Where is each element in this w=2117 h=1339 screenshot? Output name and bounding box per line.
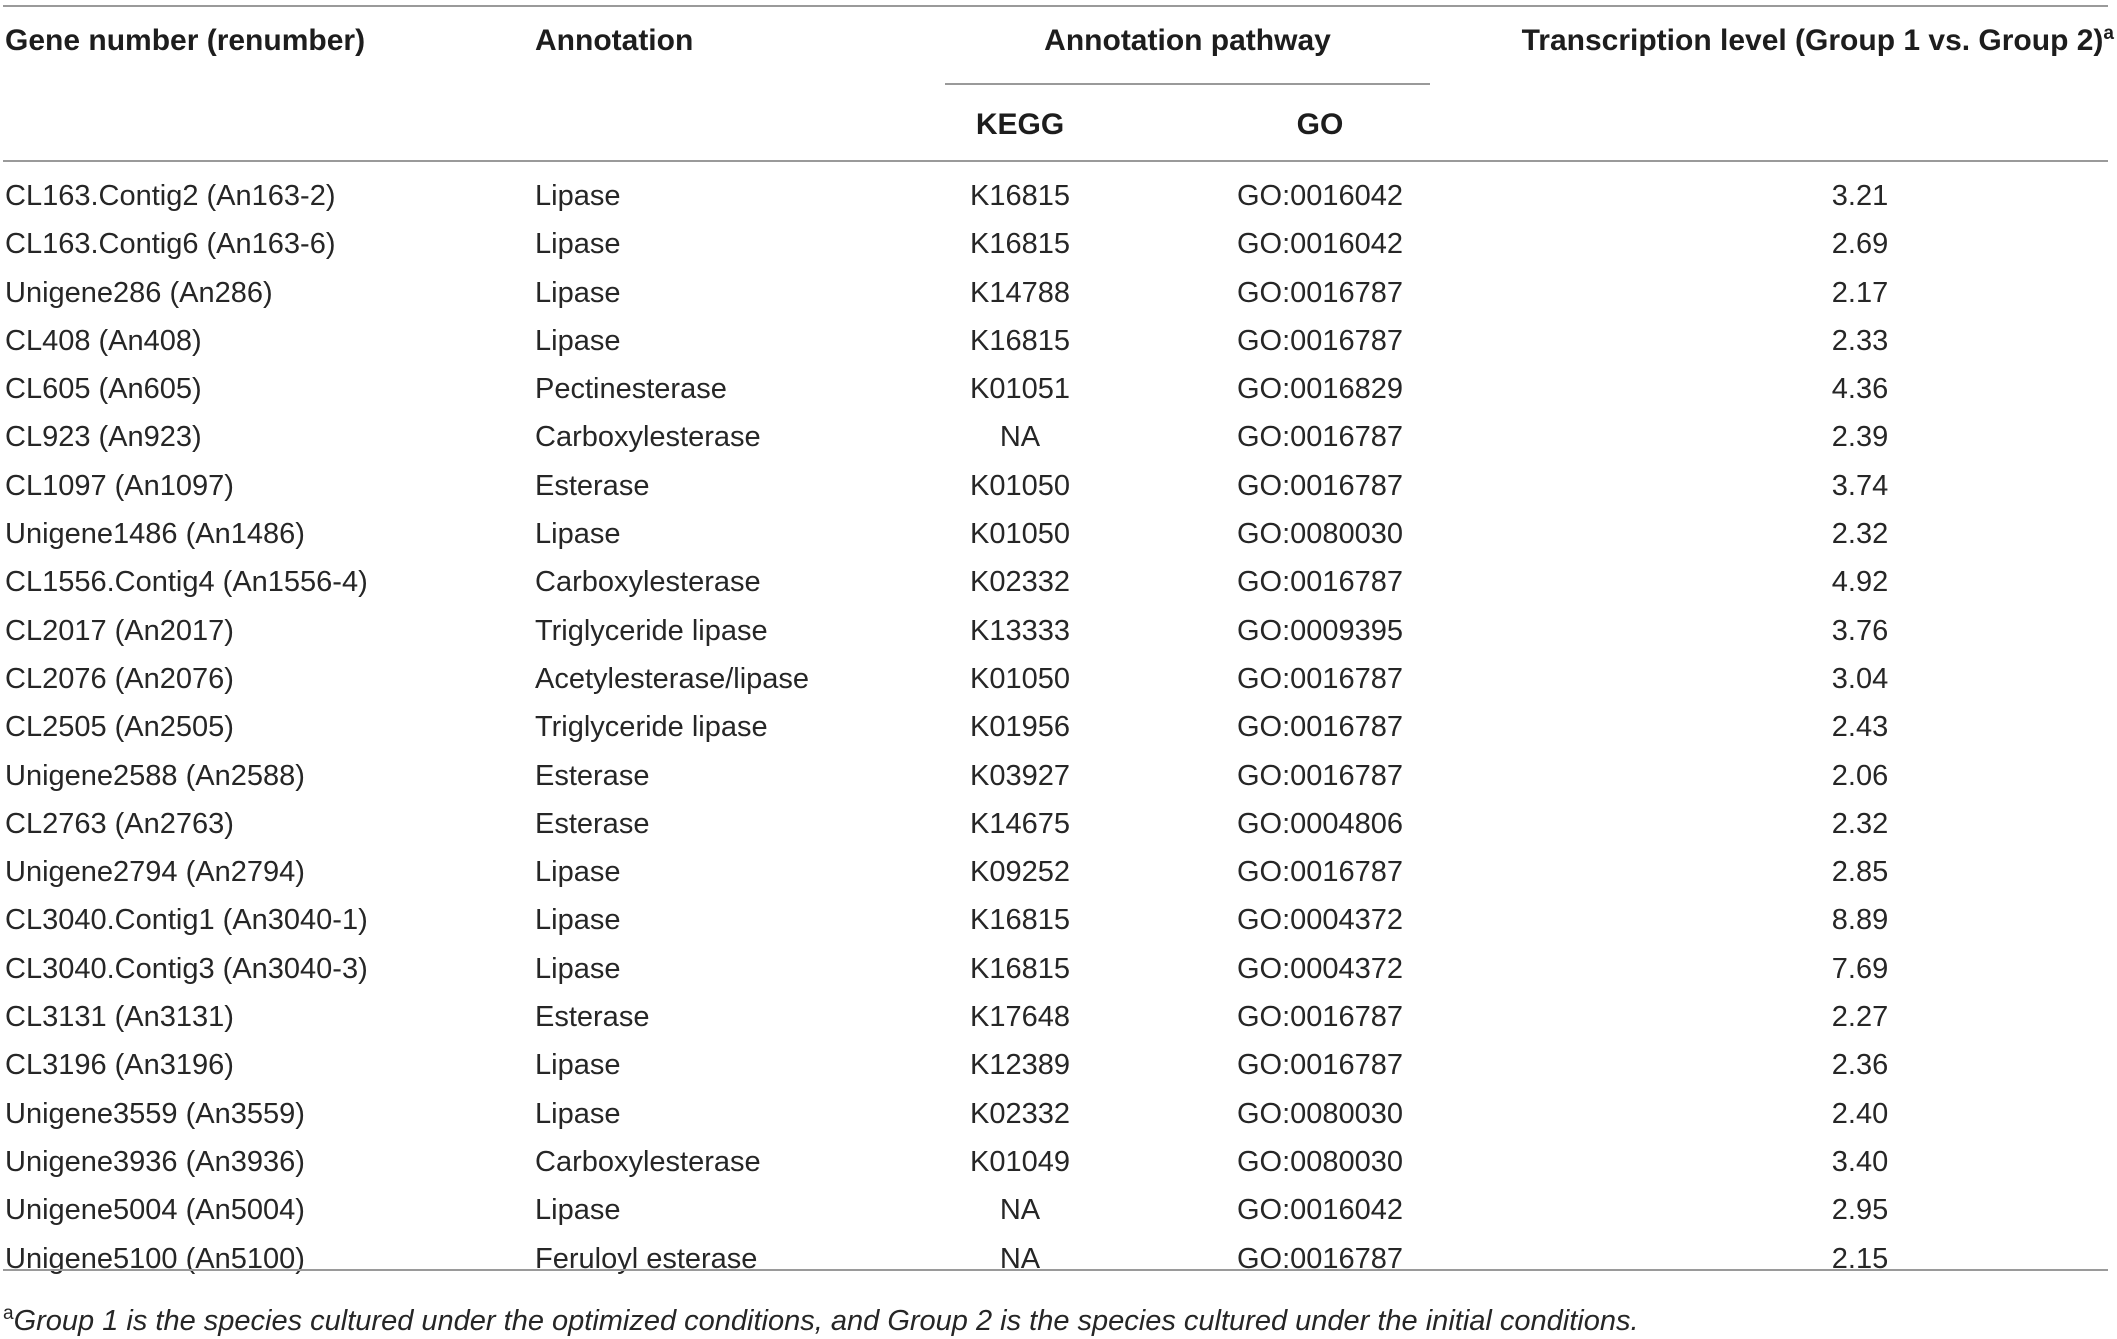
cell-go: GO:0004372 [1236,904,1404,937]
cell-go: GO:0016787 [1236,276,1404,309]
cell-kegg: K13333 [970,614,1070,647]
cell-transcription-level: 2.95 [1831,1194,1889,1227]
cell-go: GO:0016787 [1236,662,1404,695]
header-footnote-marker: a [2103,23,2114,44]
cell-gene-number: Unigene286 (An286) [5,276,273,309]
cell-gene-number: CL2763 (An2763) [5,807,234,840]
cell-annotation: Esterase [535,1001,650,1034]
cell-go: GO:0009395 [1236,614,1404,647]
cell-gene-number: CL163.Contig2 (An163-2) [5,180,336,212]
cell-go: GO:0016787 [1236,1001,1404,1034]
cell-transcription-level: 2.32 [1831,518,1889,551]
table-row [0,848,2117,896]
table-row [0,800,2117,848]
cell-annotation: Feruloyl esterase [535,1242,758,1275]
cell-gene-number: CL3196 (An3196) [5,1049,234,1082]
cell-kegg: K01051 [970,373,1070,406]
footnote-marker: a [3,1303,14,1324]
cell-transcription-level: 3.21 [1831,180,1889,212]
cell-go: GO:0016829 [1236,373,1404,406]
cell-gene-number: Unigene3559 (An3559) [5,1097,305,1130]
table-row [0,172,2117,220]
table-row [0,1186,2117,1234]
pathway-sub-rule [945,83,1430,85]
cell-annotation: Carboxylesterase [535,566,761,599]
cell-go: GO:0016787 [1236,566,1404,599]
table-row [0,1138,2117,1186]
cell-kegg: K01956 [970,711,1070,744]
table-row [0,1090,2117,1138]
cell-transcription-level: 2.17 [1831,276,1889,309]
cell-kegg: K02332 [970,566,1070,599]
cell-gene-number: CL605 (An605) [5,373,202,406]
table-bottom-rule [3,1269,2108,1271]
cell-annotation: Lipase [535,856,621,889]
cell-transcription-level: 3.40 [1831,1145,1889,1178]
cell-annotation: Acetylesterase/lipase [535,662,810,695]
cell-annotation: Carboxylesterase [535,1145,761,1178]
footnote-text: Group 1 is the species cultured under the optimized conditions, and Group 2 is the species cultured under the initial conditions. [13,1305,1639,1337]
cell-kegg: K16815 [970,180,1070,212]
cell-go: GO:0080030 [1236,1145,1404,1178]
cell-gene-number: CL2017 (An2017) [5,614,234,647]
cell-gene-number: CL3040.Contig1 (An3040-1) [5,904,368,937]
cell-transcription-level: 4.36 [1831,373,1889,406]
cell-gene-number: CL163.Contig6 (An163-6) [5,228,336,261]
cell-kegg: K01050 [970,469,1070,502]
cell-kegg: K03927 [970,759,1070,792]
cell-gene-number: CL3040.Contig3 (An3040-3) [5,952,368,985]
cell-go: GO:0004372 [1236,952,1404,985]
table-row [0,1041,2117,1089]
cell-transcription-level: 4.92 [1831,566,1889,599]
table-row [0,365,2117,413]
cell-go: GO:0016787 [1236,421,1404,454]
table-body [0,172,2117,1283]
cell-gene-number: Unigene5004 (An5004) [5,1194,305,1227]
cell-gene-number: Unigene5100 (An5100) [5,1242,305,1275]
cell-gene-number: CL408 (An408) [5,324,202,357]
cell-annotation: Lipase [535,1049,621,1082]
table-row [0,413,2117,461]
cell-go: GO:0016042 [1236,228,1404,261]
table-row [0,607,2117,655]
header-go: GO [1296,108,1344,141]
cell-go: GO:0016042 [1236,180,1404,212]
cell-go: GO:0080030 [1236,518,1404,551]
cell-kegg: K16815 [970,952,1070,985]
cell-annotation: Lipase [535,1097,621,1130]
cell-transcription-level: 2.69 [1831,228,1889,261]
cell-transcription-level: 2.27 [1831,1001,1889,1034]
header-kegg: KEGG [975,108,1065,141]
table-row [0,269,2117,317]
cell-transcription-level: 2.40 [1831,1097,1889,1130]
cell-kegg: K01050 [970,662,1070,695]
cell-kegg: K16815 [970,324,1070,357]
cell-go: GO:0016787 [1236,856,1404,889]
table-row [0,317,2117,365]
header-transcription-level [1522,23,2114,59]
cell-gene-number: CL2076 (An2076) [5,662,234,695]
cell-kegg: K17648 [970,1001,1070,1034]
cell-transcription-level: 2.06 [1831,759,1889,792]
cell-gene-number: CL1556.Contig4 (An1556-4) [5,566,368,599]
table-row [0,558,2117,606]
cell-kegg: K02332 [970,1097,1070,1130]
cell-kegg: K16815 [970,228,1070,261]
table-row [0,220,2117,268]
cell-annotation: Carboxylesterase [535,421,761,454]
cell-annotation: Lipase [535,952,621,985]
cell-transcription-level: 3.74 [1831,469,1889,502]
table-header-rule [3,160,2108,162]
cell-gene-number: CL923 (An923) [5,421,202,454]
cell-transcription-level: 2.32 [1831,807,1889,840]
cell-gene-number: CL1097 (An1097) [5,469,234,502]
cell-kegg: K16815 [970,904,1070,937]
cell-gene-number: Unigene2588 (An2588) [5,759,305,792]
table-top-rule [3,5,2108,7]
cell-transcription-level: 7.69 [1831,952,1889,985]
cell-annotation: Lipase [535,180,621,212]
table-row [0,1235,2117,1283]
cell-annotation: Lipase [535,276,621,309]
cell-kegg: K01049 [970,1145,1070,1178]
cell-annotation: Lipase [535,1194,621,1227]
cell-annotation: Lipase [535,324,621,357]
table-row [0,896,2117,944]
header-transcription-level-text: Transcription level (Group 1 vs. Group 2) [1521,24,2104,57]
cell-annotation: Lipase [535,518,621,551]
cell-gene-number: CL2505 (An2505) [5,711,234,744]
header-annotation: Annotation [535,24,694,57]
header-annotation-pathway: Annotation pathway [1044,24,1331,57]
cell-go: GO:0016787 [1236,469,1404,502]
cell-go: GO:0016787 [1236,1242,1404,1275]
cell-transcription-level: 3.76 [1831,614,1889,647]
cell-annotation: Triglyceride lipase [535,711,768,744]
cell-go: GO:0080030 [1236,1097,1404,1130]
header-gene-number: Gene number (renumber) [5,24,366,57]
cell-go: GO:0016787 [1236,759,1404,792]
cell-kegg: NA [999,421,1041,454]
cell-annotation: Pectinesterase [535,373,727,406]
table-row [0,462,2117,510]
cell-go: GO:0016042 [1236,1194,1404,1227]
table-row [0,993,2117,1041]
table-row [0,945,2117,993]
cell-transcription-level: 2.43 [1831,711,1889,744]
cell-transcription-level: 2.39 [1831,421,1889,454]
cell-kegg: K14788 [970,276,1070,309]
cell-annotation: Lipase [535,228,621,261]
cell-annotation: Esterase [535,759,650,792]
cell-gene-number: CL3131 (An3131) [5,1001,234,1034]
cell-annotation: Triglyceride lipase [535,614,768,647]
cell-kegg: K14675 [970,807,1070,840]
cell-kegg: K12389 [970,1049,1070,1082]
cell-gene-number: Unigene3936 (An3936) [5,1145,305,1178]
cell-transcription-level: 2.85 [1831,856,1889,889]
cell-go: GO:0016787 [1236,324,1404,357]
table-row [0,703,2117,751]
cell-go: GO:0016787 [1236,711,1404,744]
cell-transcription-level: 3.04 [1831,662,1889,695]
cell-transcription-level: 8.89 [1831,904,1889,937]
cell-transcription-level: 2.36 [1831,1049,1889,1082]
table-row [0,655,2117,703]
cell-go: GO:0016787 [1236,1049,1404,1082]
cell-go: GO:0004806 [1236,807,1404,840]
cell-kegg: K01050 [970,518,1070,551]
cell-gene-number: Unigene2794 (An2794) [5,856,305,889]
cell-annotation: Lipase [535,904,621,937]
cell-kegg: NA [999,1194,1041,1227]
cell-gene-number: Unigene1486 (An1486) [5,518,305,551]
table-footnote [3,1303,1639,1339]
cell-annotation: Esterase [535,807,650,840]
cell-kegg: K09252 [970,856,1070,889]
cell-transcription-level: 2.33 [1831,324,1889,357]
cell-transcription-level: 2.15 [1831,1242,1889,1275]
table-row [0,752,2117,800]
table-row [0,510,2117,558]
cell-kegg: NA [999,1242,1041,1275]
cell-annotation: Esterase [535,469,650,502]
